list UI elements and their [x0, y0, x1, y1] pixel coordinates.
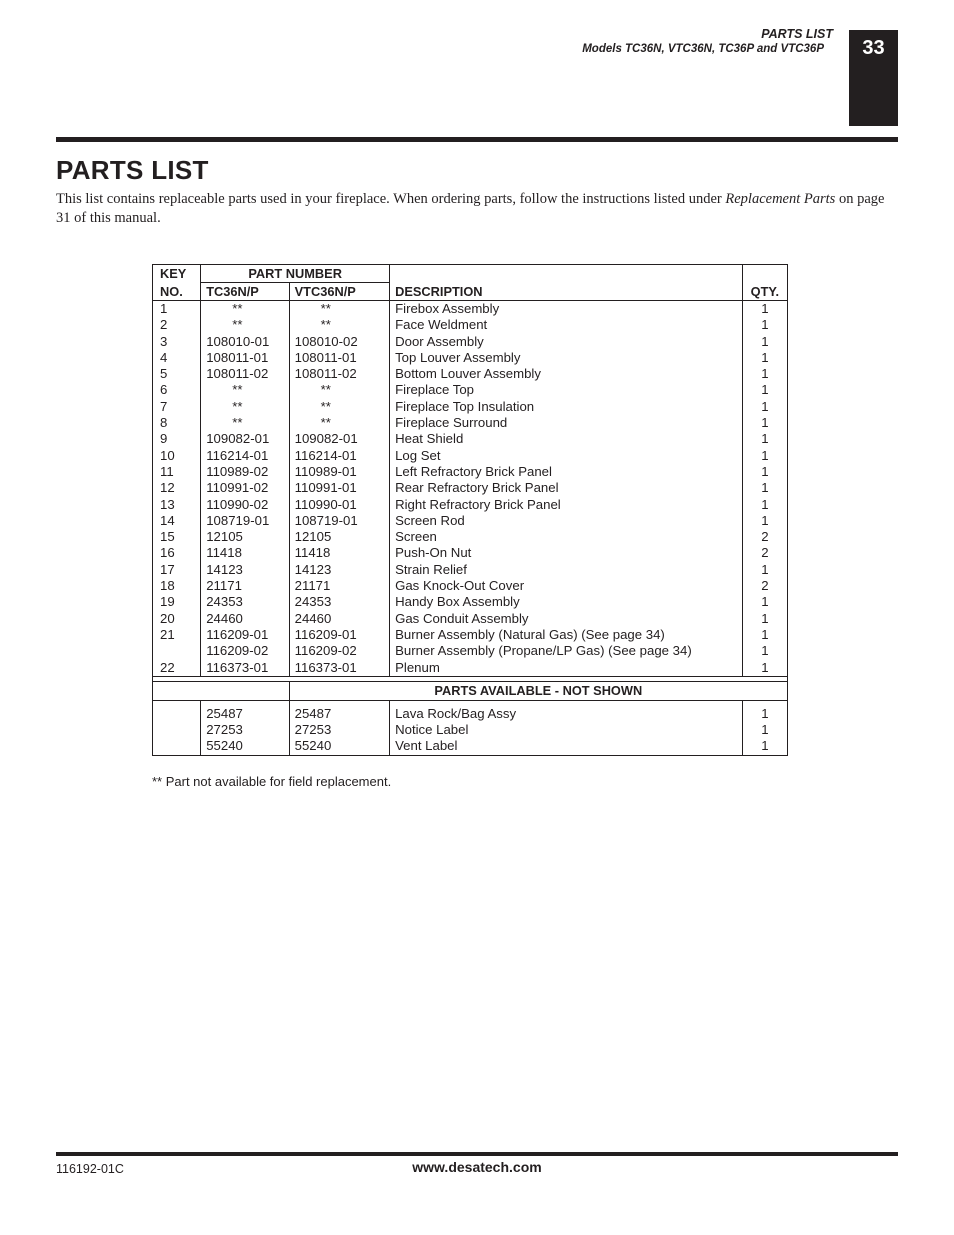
table-cell: 24353: [206, 594, 243, 610]
table-cell: **: [320, 317, 331, 333]
table-cell: 116214-01: [294, 447, 357, 463]
table-cell: 108719-01: [294, 512, 358, 528]
table-cell: Heat Shield: [395, 431, 464, 447]
table-cell: 2: [160, 317, 168, 333]
table-cell: **: [232, 317, 243, 333]
header-key-line2: NO.: [153, 283, 201, 301]
table-cell: 8: [160, 415, 168, 431]
table-cell: 1: [761, 480, 769, 496]
table-cell: 110990-01: [294, 496, 357, 512]
table-cell: Burner Assembly (Propane/LP Gas) (See page 34): [395, 643, 692, 659]
header-desc-spacer: [390, 265, 743, 283]
table-cell: 9: [160, 431, 168, 447]
table-cell: 1: [761, 333, 769, 349]
table-cell: 21171: [206, 578, 242, 594]
table-cell: 55240: [294, 738, 332, 754]
table-cell: **: [320, 382, 331, 398]
header-tc: TC36N/P: [201, 283, 289, 301]
not-shown-heading: PARTS AVAILABLE - NOT SHOWN: [289, 681, 787, 700]
bottom-rule: [56, 1152, 898, 1156]
table-cell: Fireplace Top Insulation: [395, 398, 535, 414]
table-cell: **: [320, 301, 331, 316]
table-cell: 11418: [294, 545, 331, 561]
table-cell: Top Louver Assembly: [395, 349, 521, 365]
table-cell: 25487: [294, 705, 332, 721]
table-cell: 12105: [206, 529, 243, 545]
table-cell: 116373-01: [206, 659, 269, 675]
table-cell: 20: [160, 610, 175, 626]
table-cell: Rear Refractory Brick Panel: [395, 480, 559, 496]
table-cell: 1: [761, 705, 769, 721]
table-cell: 15: [160, 529, 175, 545]
table-cell: 4: [160, 349, 168, 365]
table-cell: 1: [761, 738, 769, 754]
table-cell: 2: [761, 578, 769, 594]
table-cell: **: [320, 398, 331, 414]
table-cell: 109082-01: [206, 431, 270, 447]
intro-text-start: This list contains replaceable parts used in your fireplace. When ordering parts, follow the instructions listed under: [56, 191, 726, 207]
table-cell: 116209-01: [294, 626, 357, 642]
table-cell: [160, 643, 200, 659]
table-cell: 108011-02: [206, 366, 269, 382]
table-cell: Left Refractory Brick Panel: [395, 463, 552, 479]
table-cell: Right Refractory Brick Panel: [395, 496, 561, 512]
table-cell: Gas Conduit Assembly: [395, 610, 529, 626]
table-cell: 1: [761, 349, 769, 365]
table-cell: 1: [761, 659, 769, 675]
table-cell: Firebox Assembly: [395, 301, 500, 316]
key-no-column: [153, 301, 201, 677]
table-cell: 19: [160, 594, 175, 610]
table-cell: **: [232, 415, 243, 431]
table-cell: 1: [761, 415, 769, 431]
table-cell: 110990-02: [206, 496, 269, 512]
table-cell: 24460: [294, 610, 332, 626]
table-cell: 108011-01: [206, 349, 269, 365]
header-qty-spacer: [742, 265, 787, 283]
table-cell: Fireplace Top: [395, 382, 475, 398]
table-cell: 1: [761, 610, 769, 626]
table-cell: Strain Relief: [395, 561, 467, 577]
table-cell: 1: [761, 561, 769, 577]
table-cell: Vent Label: [395, 738, 458, 754]
table-cell: 24460: [206, 610, 243, 626]
table-cell: 22: [160, 659, 175, 675]
table-cell: 1: [761, 626, 769, 642]
table-cell: 1: [761, 594, 769, 610]
table-cell: **: [232, 398, 243, 414]
table-cell: 2: [761, 529, 769, 545]
table-cell: 5: [160, 366, 168, 382]
header-part-number: PART NUMBER: [201, 265, 390, 283]
document-number: 116192-01C: [56, 1162, 124, 1176]
table-cell: 1: [761, 431, 769, 447]
table-cell: 116373-01: [294, 659, 357, 675]
table-cell: Notice Label: [395, 722, 469, 738]
not-shown-blank: [153, 681, 290, 700]
table-cell: 109082-01: [294, 431, 358, 447]
table-cell: 108011-02: [294, 366, 357, 382]
table-cell: 1: [761, 301, 769, 316]
header-qty: QTY.: [742, 283, 787, 301]
table-cell: 116209-02: [206, 643, 269, 659]
table-cell: 3: [160, 333, 168, 349]
table-cell: Gas Knock-Out Cover: [395, 578, 525, 594]
table-cell: 27253: [206, 722, 243, 738]
table-cell: 24353: [294, 594, 332, 610]
table-cell: 1: [761, 366, 769, 382]
website-link[interactable]: www.desatech.com: [412, 1159, 542, 1175]
table-cell: 1: [761, 463, 769, 479]
page-title: PARTS LIST: [56, 155, 209, 185]
table-cell: 108011-01: [294, 349, 357, 365]
table-cell: 1: [761, 317, 769, 333]
table-cell: 108010-01: [206, 333, 270, 349]
not-shown-qty-column: [742, 700, 787, 755]
table-cell: 11: [160, 463, 174, 479]
parts-table: [152, 264, 788, 756]
table-cell: 1: [761, 398, 769, 414]
not-shown-description-column: [390, 700, 743, 755]
table-cell: Door Assembly: [395, 333, 484, 349]
table-cell: 110991-01: [294, 480, 357, 496]
table-cell: Push-On Nut: [395, 545, 472, 561]
table-cell: 12105: [294, 529, 332, 545]
table-cell: Lava Rock/Bag Assy: [395, 705, 517, 721]
table-cell: 17: [160, 561, 175, 577]
table-cell: 116209-02: [294, 643, 357, 659]
table-cell: Burner Assembly (Natural Gas) (See page 34): [395, 626, 665, 642]
page-number-tab: 33: [849, 30, 898, 126]
top-rule: [56, 137, 898, 142]
table-cell: 7: [160, 398, 168, 414]
table-cell: 6: [160, 382, 168, 398]
table-cell: 1: [761, 643, 769, 659]
table-cell: 108010-02: [294, 333, 358, 349]
vtc-part-column: [289, 301, 389, 677]
table-cell: 108719-01: [206, 512, 270, 528]
not-shown-key-column: [153, 700, 201, 755]
table-cell: 2: [761, 545, 769, 561]
header-vtc: VTC36N/P: [289, 283, 389, 301]
intro-emphasis: Replacement Parts: [725, 191, 836, 207]
table-cell: 14: [160, 512, 175, 528]
qty-column: [742, 301, 787, 677]
table-cell: Fireplace Surround: [395, 415, 508, 431]
table-cell: 21: [160, 626, 175, 642]
header-section-title: PARTS LIST: [761, 27, 833, 41]
table-cell: 13: [160, 496, 175, 512]
header-models: Models TC36N, VTC36N, TC36P and VTC36P: [582, 43, 824, 55]
table-cell: 16: [160, 545, 175, 561]
table-cell: **: [320, 415, 331, 431]
table-cell: 116214-01: [206, 447, 269, 463]
table-cell: 110989-02: [206, 463, 269, 479]
not-shown-tc-column: [201, 700, 289, 755]
table-cell: Face Weldment: [395, 317, 488, 333]
intro-text-end: on page 31 of this manual.: [56, 191, 885, 226]
tc-part-column: [201, 301, 289, 677]
table-cell: 1: [761, 382, 769, 398]
description-column: [390, 301, 743, 677]
table-cell: 14123: [206, 561, 243, 577]
table-cell: 18: [160, 578, 175, 594]
table-cell: Handy Box Assembly: [395, 594, 520, 610]
table-cell: 27253: [294, 722, 332, 738]
table-cell: 12: [160, 480, 175, 496]
table-cell: **: [232, 301, 243, 316]
table-cell: 11418: [206, 545, 242, 561]
table-cell: Bottom Louver Assembly: [395, 366, 541, 382]
table-cell: Screen: [395, 529, 437, 545]
table-cell: 55240: [206, 738, 243, 754]
table-cell: Plenum: [395, 659, 440, 675]
intro-paragraph: [56, 190, 898, 228]
table-cell: **: [232, 382, 243, 398]
footnote: ** Part not available for field replacement.: [152, 774, 392, 789]
table-cell: 10: [160, 447, 175, 463]
table-cell: 110989-01: [294, 463, 357, 479]
table-cell: 21171: [294, 578, 331, 594]
not-shown-vtc-column: [289, 700, 389, 755]
table-cell: 1: [761, 496, 769, 512]
header-description: DESCRIPTION: [390, 283, 743, 301]
table-cell: 110991-02: [206, 480, 269, 496]
table-cell: 1: [761, 722, 769, 738]
table-cell: 1: [761, 512, 769, 528]
table-cell: 1: [160, 301, 168, 316]
header-key-line1: KEY: [153, 265, 201, 283]
table-cell: 14123: [294, 561, 332, 577]
table-cell: Screen Rod: [395, 512, 465, 528]
table-cell: 116209-01: [206, 626, 269, 642]
table-cell: 1: [761, 447, 769, 463]
table-cell: Log Set: [395, 447, 441, 463]
table-cell: 25487: [206, 705, 243, 721]
